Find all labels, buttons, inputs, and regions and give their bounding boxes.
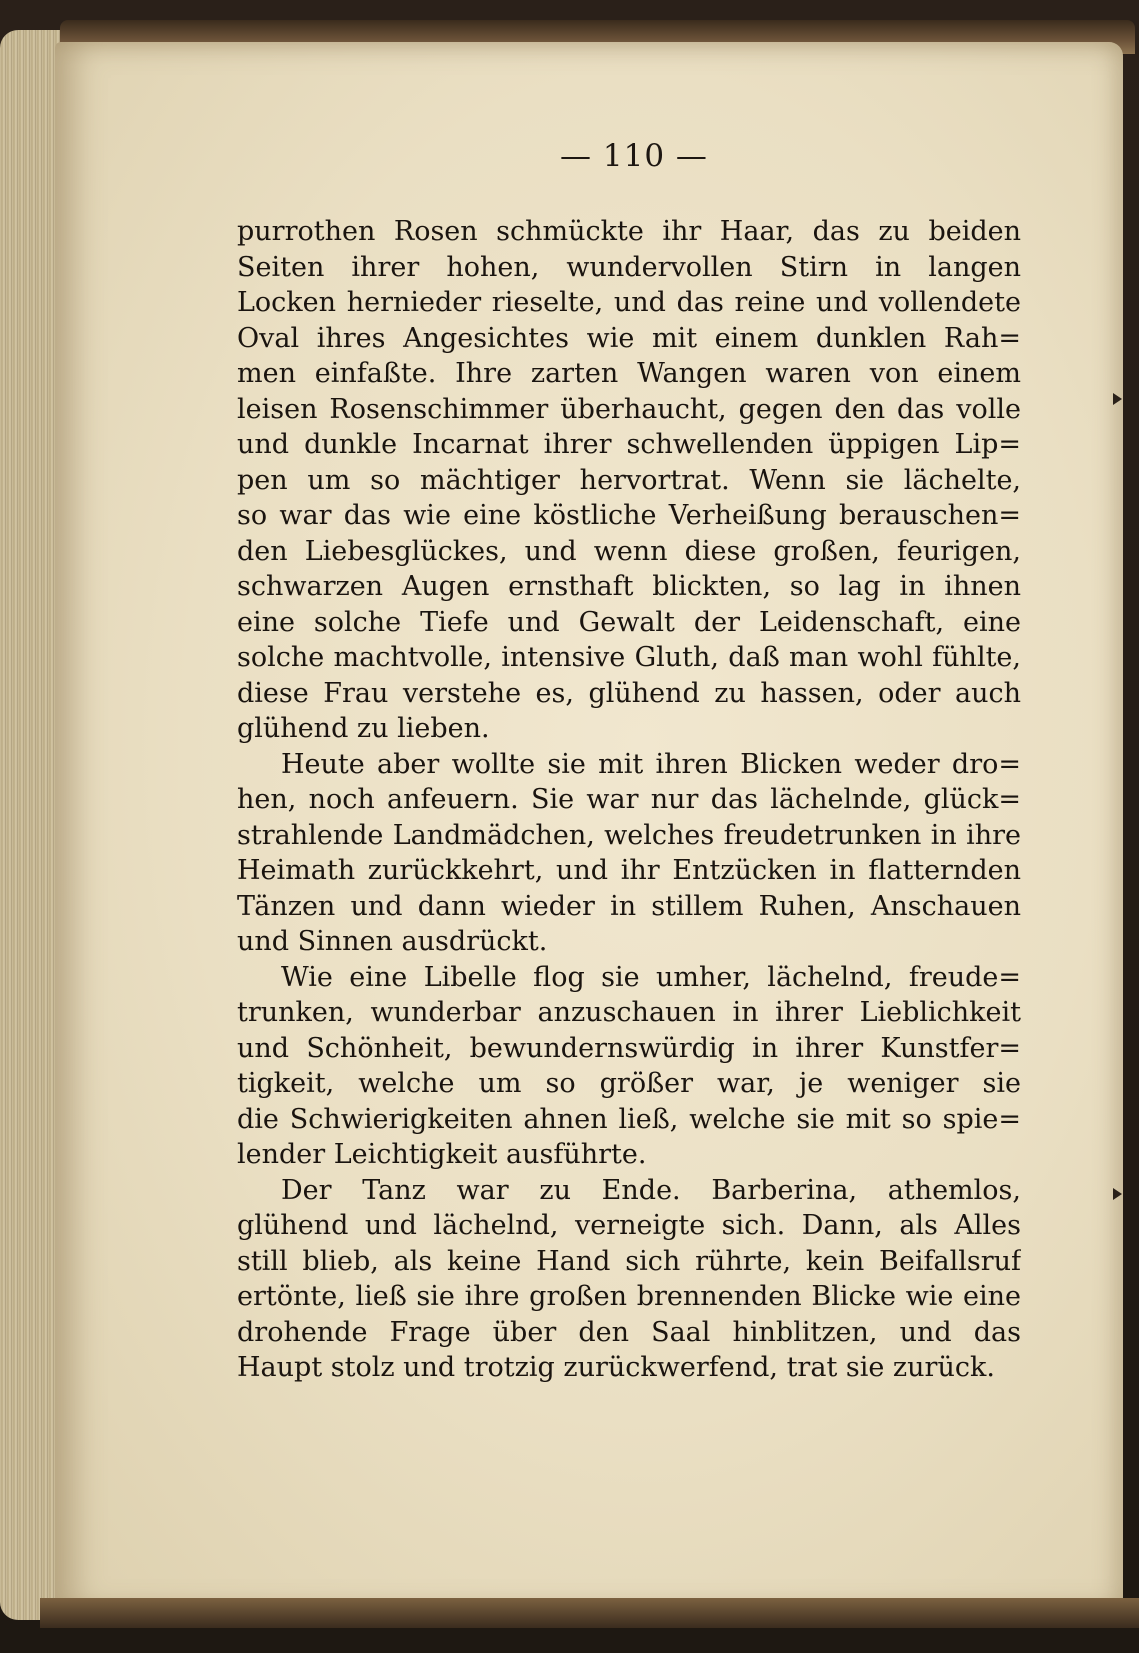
text-line: leisen Rosenschimmer überhaucht, gegen den das volle (237, 393, 1021, 425)
text-line: Wie eine Libelle flog sie umher, lächelnd, freude= (281, 961, 1021, 993)
text-line: Heute aber wollte sie mit ihren Blicken weder dro= (281, 748, 1021, 780)
text-line: schwarzen Augen ernsthaft blickten, so lag in ihnen (237, 571, 1021, 602)
text-line: solche machtvolle, intensive Gluth, daß man wohl fühlte, (237, 642, 1021, 673)
text-line: die Schwierigkeiten ahnen ließ, welche sie mit so spie= (237, 1103, 1021, 1135)
margin-mark (1113, 393, 1122, 405)
text-line: Haupt stolz und trotzig zurückwerfend, trat sie zurück. (237, 1352, 995, 1383)
text-line: drohende Frage über den Saal hinblitzen, und das (237, 1316, 1021, 1348)
page-number: — 110 — (560, 138, 708, 174)
text-line: Oval ihres Angesichtes wie mit einem dunklen Rah= (237, 322, 1021, 354)
text-line: ertönte, ließ sie ihre großen brennenden Blicke wie eine (237, 1281, 1021, 1312)
text-line: Tänzen und dann wieder in stillem Ruhen, Anschauen (237, 890, 1021, 922)
body-text (237, 214, 1021, 1386)
margin-mark (1113, 1188, 1122, 1200)
text-line: glühend zu lieben. (237, 713, 490, 744)
text-line: pen um so mächtiger hervortrat. Wenn sie lächelte, (237, 464, 1021, 496)
text-line: tigkeit, welche um so größer war, je weniger sie (237, 1068, 1021, 1099)
text-line: lender Leichtigkeit ausführte. (237, 1139, 647, 1170)
text-line: men einfaßte. Ihre zarten Wangen waren von einem (237, 358, 1021, 389)
text-line: und Schönheit, bewundernswürdig in ihrer Kunstfer= (237, 1032, 1021, 1064)
text-line: Locken hernieder rieselte, und das reine und vollendete (237, 287, 1021, 318)
text-line: Seiten ihrer hohen, wundervollen Stirn in langen (237, 251, 1021, 283)
text-line: diese Frau verstehe es, glühend zu hassen, oder auch (237, 677, 1021, 709)
text-line: und Sinnen ausdrückt. (237, 926, 548, 957)
text-line: strahlende Landmädchen, welches freudetrunken in ihre (237, 819, 1021, 851)
text-line: eine solche Tiefe und Gewalt der Leidenschaft, eine (237, 606, 1021, 638)
text-line: und dunkle Incarnat ihrer schwellenden üppigen Lip= (237, 429, 1021, 460)
text-line: purrothen Rosen schmückte ihr Haar, das zu beiden (237, 216, 1021, 247)
cover-bottom-edge (40, 1598, 1139, 1628)
text-line: Der Tanz war zu Ende. Barberina, athemlos, (281, 1174, 1021, 1206)
text-line: glühend und lächelnd, verneigte sich. Dann, als Alles (237, 1210, 1021, 1241)
text-line: Heimath zurückkehrt, und ihr Entzücken in flatternden (237, 855, 1021, 886)
text-line: still blieb, als keine Hand sich rührte, kein Beifallsruf (237, 1245, 1021, 1277)
text-line: so war das wie eine köstliche Verheißung berauschen= (237, 500, 1021, 531)
text-line: den Liebesglückes, und wenn diese großen, feurigen, (237, 535, 1021, 567)
text-line: hen, noch anfeuern. Sie war nur das lächelnde, glück= (237, 784, 1021, 815)
text-line: trunken, wunderbar anzuschauen in ihrer Lieblichkeit (237, 997, 1021, 1028)
